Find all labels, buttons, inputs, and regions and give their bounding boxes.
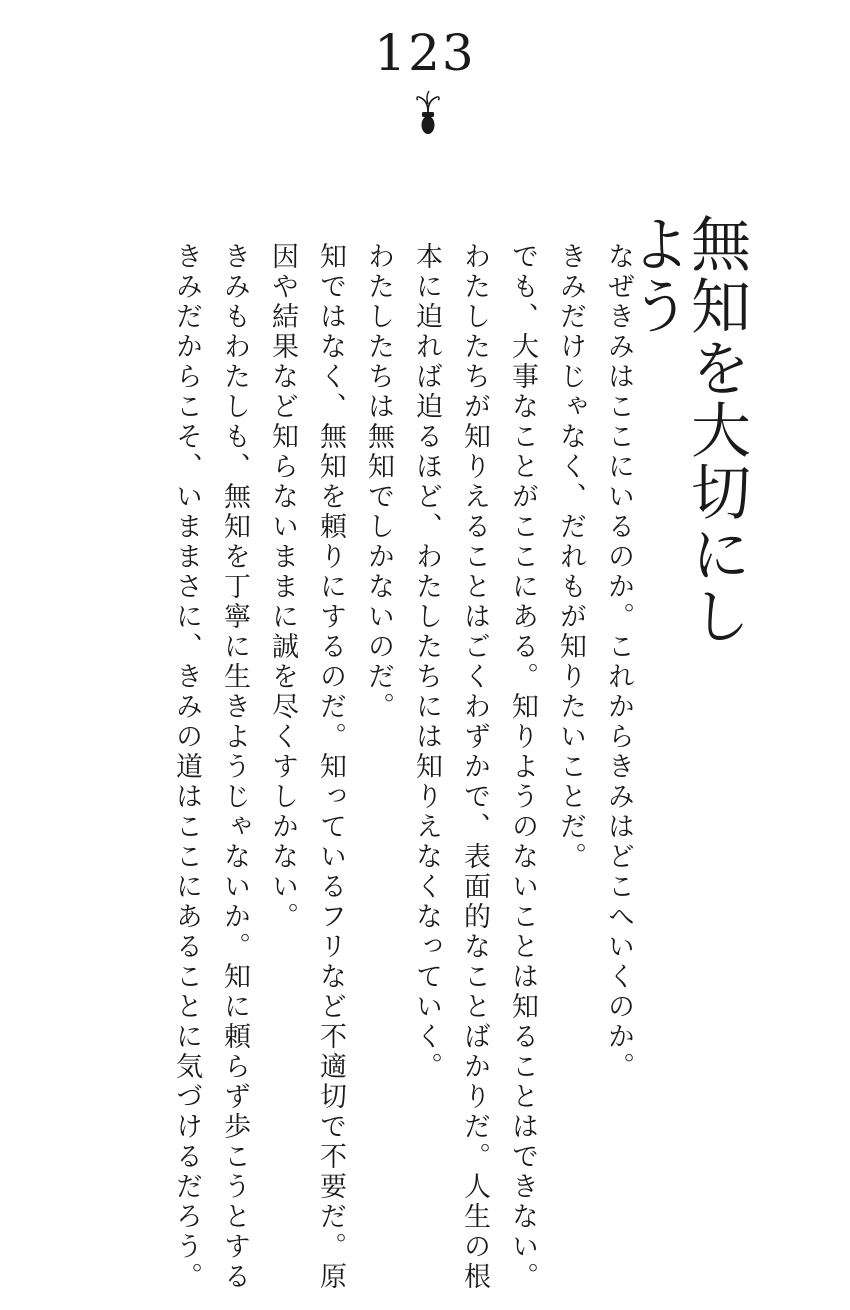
body-line: わたしたちが知りえることはごくわずかで、表面的なことばかりだ。人生の根 [459, 242, 490, 1292]
body-text [82, 242, 642, 1292]
body-line: きみもわたしも、無知を丁寧に生きようじゃないか。知に頼らず歩こうとする [219, 242, 250, 1292]
body-line: でも、大事なことがここにある。知りようのないことは知ることはできない。 [507, 242, 538, 1292]
page-number: 123 [374, 24, 476, 82]
body-line: 因や結果など知らないままに誠を尽くすしかない。 [267, 242, 298, 932]
body-line: 本に迫れば迫るほど、わたしたちには知りえなくなっていく。 [411, 242, 442, 1082]
chapter-title: 無知を大切にしよう [621, 213, 751, 647]
body-line: きみだけじゃなく、だれもが知りたいことだ。 [555, 242, 586, 872]
body-line: なぜきみはここにいるのか。これからきみはどこへいくのか。 [603, 242, 634, 1082]
body-line: 知ではなく、無知を頼りにするのだ。知っているフリなど不適切で不要だ。原 [315, 242, 346, 1292]
body-line: わたしたちは無知でしかないのだ。 [363, 242, 394, 722]
body-line: きみだからこそ、いままさに、きみの道はここにあることに気づけるだろう。 [171, 242, 202, 1292]
acorn-ornament-icon [413, 88, 443, 136]
